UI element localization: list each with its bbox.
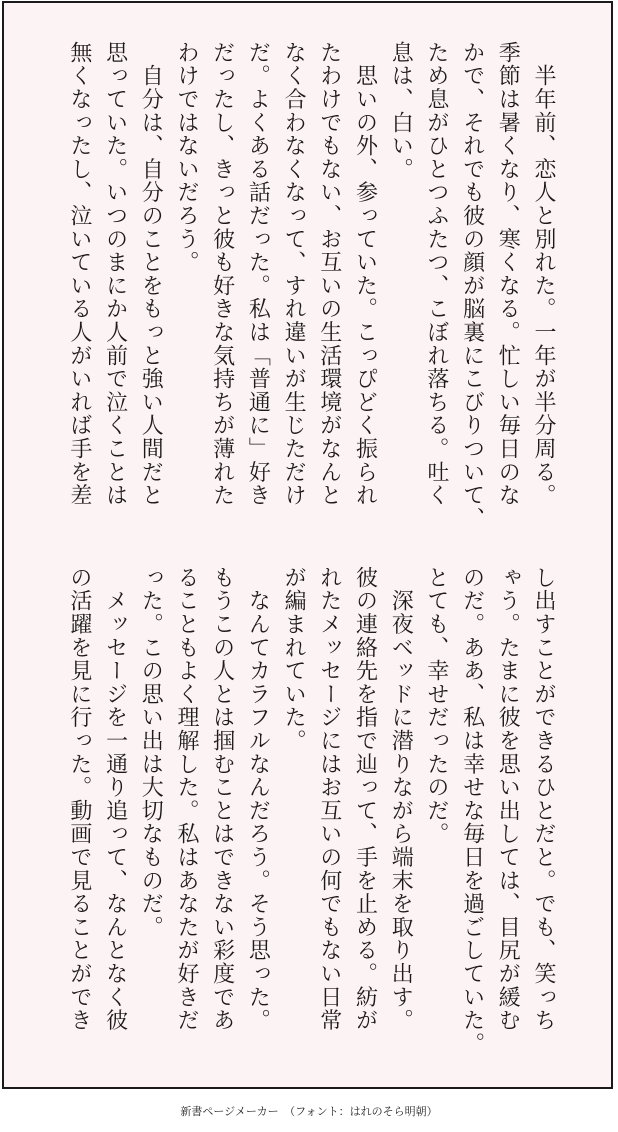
text-line: 自分は、自分のことをもっと強い人間だと xyxy=(138,41,164,507)
text-line: なく合わなくなって、すれ違いが生じただけ xyxy=(281,41,307,507)
text-line: れたメッセージにはお互いの何でもない日常 xyxy=(316,566,342,1032)
text-line: 季節は暑くなり、寒くなる。忙しい毎日のな xyxy=(495,41,521,507)
footer-credit: 新書ページメーカー （フォント：はれのそら明朝） xyxy=(180,1105,438,1118)
text-line: の活躍を見に行った。動画で見ることができ xyxy=(66,566,92,1032)
text-line: もうこの人とは掴むことはできない彩度であ xyxy=(209,566,235,1032)
text-line: 彼の連絡先を指で辿って、手を止める。紡が xyxy=(352,566,378,1032)
text-line: 思いの外、参っていた。こっぴどく振られ xyxy=(352,41,378,507)
text-line: とても、幸せだったのだ。 xyxy=(423,566,449,846)
text-line: なんてカラフルなんだろう。そう思った。 xyxy=(245,566,271,1032)
text-line: し出すことができるひとだと。でも、笑っち xyxy=(531,566,556,1032)
text-line: のだ。ああ、私は幸せな毎日を過ごしていた。 xyxy=(459,566,485,1056)
text-block-bottom xyxy=(66,566,561,1056)
text-line: ため息がひとつふたつ、こぼれ落ちる。吐く xyxy=(423,41,449,507)
text-line: ることもよく理解した。私はあなたが好きだ xyxy=(173,566,199,1032)
text-line: が編まれていた。 xyxy=(281,566,307,753)
text-line: だったし、きっと彼も好きな気持ちが薄れた xyxy=(209,41,235,507)
text-line: った。この思い出は大切なものだ。 xyxy=(138,566,164,939)
text-block-top xyxy=(66,41,561,531)
text-line: 無くなったし、泣いている人がいれば手を差 xyxy=(66,41,92,507)
manuscript-page xyxy=(2,1,613,1089)
text-line: わけではないだろう。 xyxy=(173,41,199,274)
text-line: ゃう。たまに彼を思い出しては、目尻が緩む xyxy=(495,566,521,1032)
text-line: かで、それでも彼の顔が脳裏にこびりついて、 xyxy=(459,41,485,531)
text-line: 息は、白い。 xyxy=(388,41,414,181)
text-line: 深夜ベッドに潜りながら端末を取り出す。 xyxy=(388,566,414,1032)
text-line: だ。よくある話だった。私は「普通に」好き xyxy=(245,41,271,507)
text-line: たわけでもない、お互いの生活環境がなんと xyxy=(316,41,342,507)
text-line: 半年前、恋人と別れた。一年が半分周る。 xyxy=(531,41,556,507)
text-line: 思っていた。いつのまにか人前で泣くことは xyxy=(102,41,128,507)
text-line: メッセージを一通り追って、なんとなく彼 xyxy=(102,566,128,1032)
